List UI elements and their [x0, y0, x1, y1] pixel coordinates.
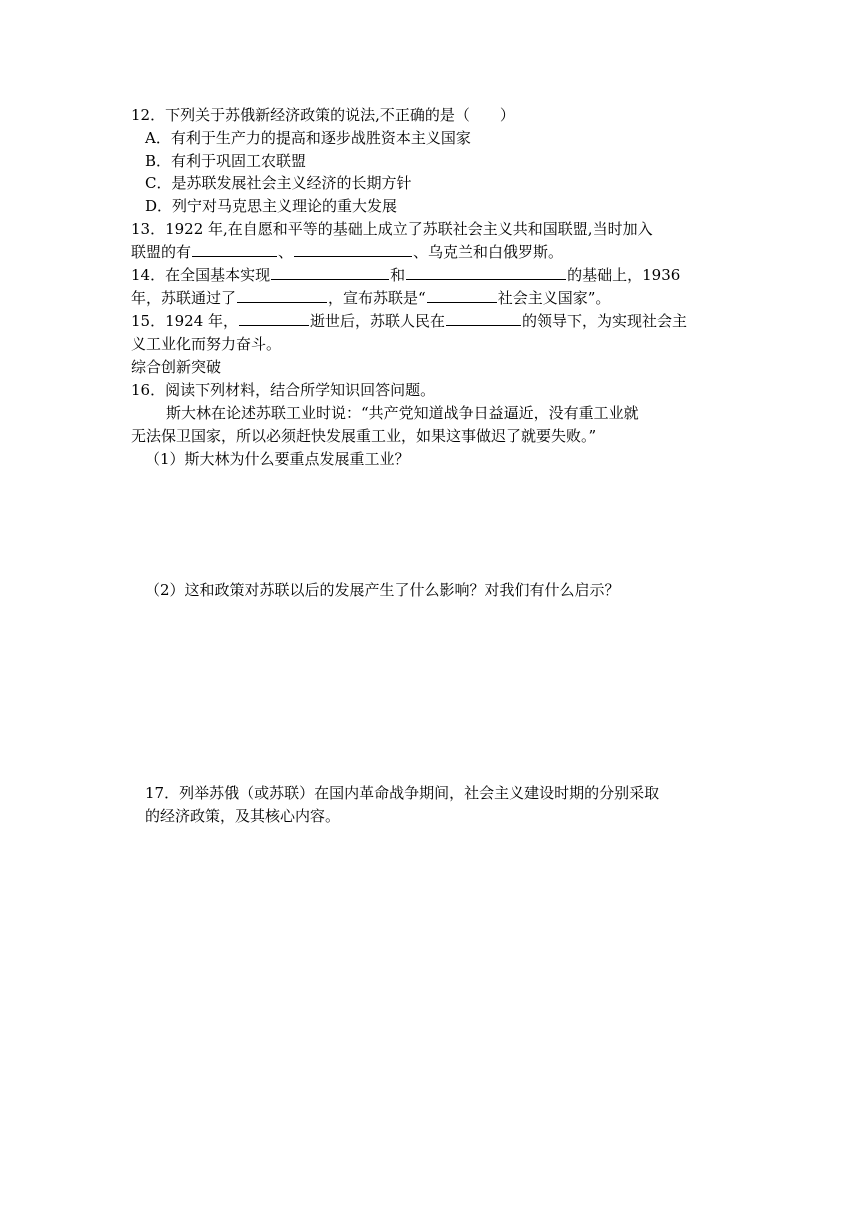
q14-text-e: ，宣布苏联是“	[328, 289, 426, 307]
q15-line1	[131, 310, 687, 332]
q14-text-f: 社会主义国家”。	[497, 289, 611, 307]
q17-line1: 17．列举苏俄（或苏联）在国内革命战争期间，社会主义建设时期的分别采取	[145, 784, 660, 802]
q14-blank-4[interactable]	[427, 287, 497, 303]
q12-stem: 12．下列关于苏俄新经济政策的说法,不正确的是（ ）	[131, 106, 515, 124]
q16-stem: 16．阅读下列材料，结合所学知识回答问题。	[131, 381, 436, 399]
q14-line1	[131, 264, 680, 286]
q13-blank-1[interactable]	[192, 241, 277, 257]
q15-text-c: 的领导下，为实现社会主	[522, 312, 688, 330]
q14-text-d: 年，苏联通过了	[131, 289, 237, 307]
q13-text-a: 联盟的有	[131, 243, 192, 261]
q15-line2: 义工业化而努力奋斗。	[131, 335, 282, 353]
q14-line2	[131, 287, 610, 309]
q16-material-line2: 无法保卫国家，所以必须赶快发展重工业，如果这事做迟了就要失败。”	[131, 427, 597, 445]
section-title: 综合创新突破	[131, 358, 222, 376]
q15-blank-2[interactable]	[446, 310, 521, 326]
q12-option-c: C．是苏联发展社会主义经济的长期方针	[145, 174, 412, 192]
q15-blank-1[interactable]	[239, 310, 309, 326]
q13-line1: 13．1922 年,在自愿和平等的基础上成立了苏联社会主义共和国联盟,当时加入	[131, 220, 653, 238]
q13-line2	[131, 241, 563, 263]
q15-text-a: 15．1924 年，	[131, 312, 239, 330]
q14-text-b: 和	[390, 266, 406, 284]
q16-sub-question-1: （1）斯大林为什么要重点发展重工业？	[145, 450, 410, 468]
q17-line2: 的经济政策，及其核心内容。	[145, 807, 341, 825]
q12-option-a: A．有利于生产力的提高和逐步战胜资本主义国家	[145, 129, 471, 147]
q14-text-a: 14．在全国基本实现	[131, 266, 271, 284]
q14-blank-2[interactable]	[406, 264, 566, 280]
q13-text-b: 、	[278, 243, 294, 261]
q14-text-c: 的基础上，1936	[567, 266, 681, 284]
q16-material-line1: 斯大林在论述苏联工业时说：“共产党知道战争日益逼近，没有重工业就	[166, 404, 639, 422]
q14-blank-3[interactable]	[237, 287, 327, 303]
q12-option-b: B．有利于巩固工农联盟	[145, 152, 307, 170]
q16-sub-question-2: （2）这和政策对苏联以后的发展产生了什么影响？对我们有什么启示？	[145, 581, 620, 599]
q15-text-b: 逝世后，苏联人民在	[310, 312, 446, 330]
q12-option-d: D．列宁对马克思主义理论的重大发展	[145, 197, 398, 215]
q13-text-c: 、乌克兰和白俄罗斯。	[413, 243, 564, 261]
q13-blank-2[interactable]	[294, 241, 412, 257]
q14-blank-1[interactable]	[271, 264, 389, 280]
